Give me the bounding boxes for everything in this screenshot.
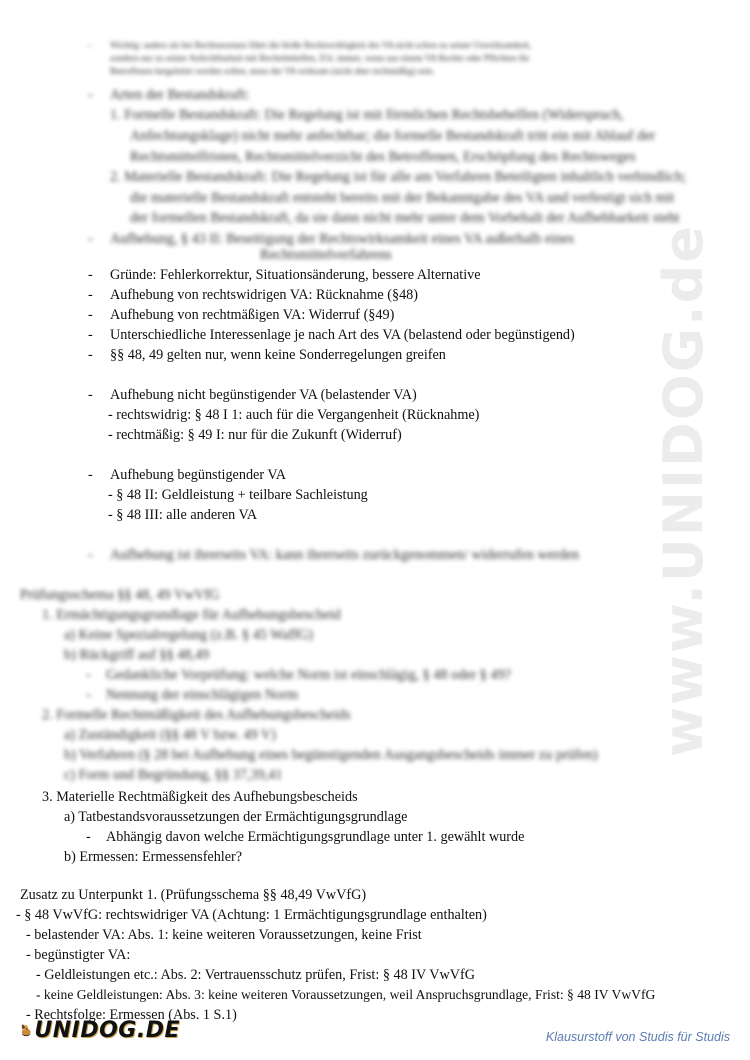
bullet-dash: - [88, 267, 93, 283]
text-line: Aufhebung von rechtmäßigen VA: Widerruf (§49) [110, 307, 395, 323]
blur-line: Rechtsmittelverfahrens [260, 247, 392, 263]
blur-line: 1. Ermächtigungsgrundlage für Aufhebungsbescheid [42, 607, 341, 623]
text-line: - keine Geldleistungen: Abs. 3: keine weiteren Voraussetzungen, weil Anspruchsgrundlage, Frist: § 48 IV VwVfG [36, 987, 656, 1002]
blur-line: der formellen Bestandskraft, da sie dann nicht mehr unter dem Vorbehalt der Aufhebbarkeit steht [130, 210, 680, 226]
blur-line: b) Rückgriff auf §§ 48,49 [64, 647, 210, 663]
text-line: - begünstigter VA: [26, 947, 131, 963]
bullet-dash: - [86, 829, 91, 845]
text-line: - rechtswidrig: § 48 I 1: auch für die Vergangenheit (Rücknahme) [108, 407, 480, 423]
bullet-dash: - [88, 387, 93, 403]
watermark [648, 223, 718, 757]
bullet-dash: - [88, 547, 93, 563]
blur-line: c) Form und Begründung, §§ 37,39,41 [64, 767, 283, 783]
bullet-dash: - [86, 687, 91, 703]
text-line: §§ 48, 49 gelten nur, wenn keine Sonderregelungen greifen [110, 347, 446, 363]
text-line: - belastender VA: Abs. 1: keine weiteren Voraussetzungen, keine Frist [26, 927, 422, 943]
bullet-dash: - [88, 467, 93, 483]
bullet-dash: - [88, 87, 93, 103]
text-line: Aufhebung von rechtswidrigen VA: Rücknahme (§48) [110, 287, 418, 303]
bullet-dash: - [88, 327, 93, 343]
blur-line: a) Keine Spezialregelung (z.B. § 45 WaffG) [64, 627, 313, 643]
dog-mascot-icon [20, 1012, 32, 1048]
blur-line: Gedankliche Vorprüfung: welche Norm ist einschlägig, § 48 oder § 49? [106, 667, 511, 683]
blur-line: Arten der Bestandskraft: [110, 87, 250, 103]
text-line: - Rechtsfolge: Ermessen (Abs. 1 S.1) [26, 1007, 237, 1023]
text-line: 3. Materielle Rechtmäßigkeit des Aufhebungsbescheids [42, 789, 358, 805]
text-line: - Geldleistungen etc.: Abs. 2: Vertrauensschutz prüfen, Frist: § 48 IV VwVfG [36, 967, 475, 983]
blur-line: Nennung der einschlägigen Norm [106, 687, 298, 703]
text-line: - § 48 II: Geldleistung + teilbare Sachleistung [108, 487, 368, 503]
blur-line: b) Verfahren (§ 28 bei Aufhebung eines begünstigenden Ausgangsbescheids immer zu prüfen) [64, 747, 598, 763]
blur-line: Wichtig: anders als bei Rechtsnormen führt die bloße Rechtswidrigkeit des VA nicht schon zu seiner Unwirksamkeit, [110, 40, 532, 50]
blur-line: 2. Materielle Bestandskraft: Die Regelung ist für alle am Verfahren Beteiligten inhaltlich verbindlich; [110, 169, 687, 185]
text-line: - § 48 III: alle anderen VA [108, 507, 258, 523]
text-line: Aufhebung begünstigender VA [110, 467, 287, 483]
footer-logo[interactable] [20, 1010, 180, 1050]
bullet-dash: - [88, 307, 93, 323]
text-line: Unterschiedliche Interessenlage je nach Art des VA (belastend oder begünstigend) [110, 327, 575, 343]
bullet-dash: - [88, 231, 93, 247]
watermark-text: www.UNIDOG.de [651, 223, 715, 757]
blur-line: Betroffenen hergeleitet werden sollen, muss der VA wirksam (nicht aber rechtmäßig) sein. [110, 66, 435, 76]
logo-text: UNIDOG.DE [34, 1017, 180, 1043]
bullet-dash: - [86, 667, 91, 683]
bullet-dash: - [88, 287, 93, 303]
blur-line: die materielle Bestandskraft entsteht bereits mit der Bekanntgabe des VA und verfestigt sich mit [130, 190, 675, 206]
text-line: - rechtmäßig: § 49 I: nur für die Zukunft (Widerruf) [108, 427, 402, 443]
blur-line: Anfechtungsklage) nicht mehr anfechtbar; die formelle Bestandskraft tritt ein mit Ablauf der [130, 128, 656, 144]
text-line: Gründe: Fehlerkorrektur, Situationsänderung, bessere Alternative [110, 267, 481, 283]
text-line: a) Tatbestandsvoraussetzungen der Ermächtigungsgrundlage [64, 809, 408, 825]
blur-line: 2. Formelle Rechtmäßigkeit des Aufhebungsbescheids [42, 707, 351, 723]
text-line: Aufhebung nicht begünstigender VA (belastender VA) [110, 387, 417, 403]
text-line: Abhängig davon welche Ermächtigungsgrundlage unter 1. gewählt wurde [106, 829, 525, 845]
footer-tagline: Klausurstoff von Studis für Studis [545, 1030, 730, 1044]
blur-line: Prüfungsschema §§ 48, 49 VwVfG [20, 587, 220, 603]
blur-line: Aufhebung ist ihrerseits VA: kann ihrerseits zurückgenommen/ widerrufen werden [110, 547, 580, 563]
blur-line: sondern nur zu seiner Anfechtbarkeit mit Rechtsbehelfen, D.h. immer, wenn aus einem VA Rechte oder Pflichten für [110, 53, 530, 63]
blur-line: a) Zuständigkeit (§§ 48 V bzw. 49 V) [64, 727, 276, 743]
blur-line: Aufhebung, § 43 II: Beseitigung der Rechtswirksamkeit eines VA außerhalb eines [110, 231, 575, 247]
blur-line: Rechtsmittelfristen, Rechtsmittelverzicht des Betroffenen, Erschöpfung des Rechtsweges [130, 149, 636, 165]
text-line: - § 48 VwVfG: rechtswidriger VA (Achtung: 1 Ermächtigungsgrundlage enthalten) [16, 907, 487, 923]
text-line: Zusatz zu Unterpunkt 1. (Prüfungsschema §§ 48,49 VwVfG) [20, 887, 367, 903]
blur-line: 1. Formelle Bestandskraft: Die Regelung ist mit förmlichen Rechtsbehelfen (Widerspruch, [110, 107, 624, 123]
bullet-dash: - [88, 40, 91, 50]
text-line: b) Ermessen: Ermessensfehler? [64, 849, 243, 865]
bullet-dash: - [88, 347, 93, 363]
